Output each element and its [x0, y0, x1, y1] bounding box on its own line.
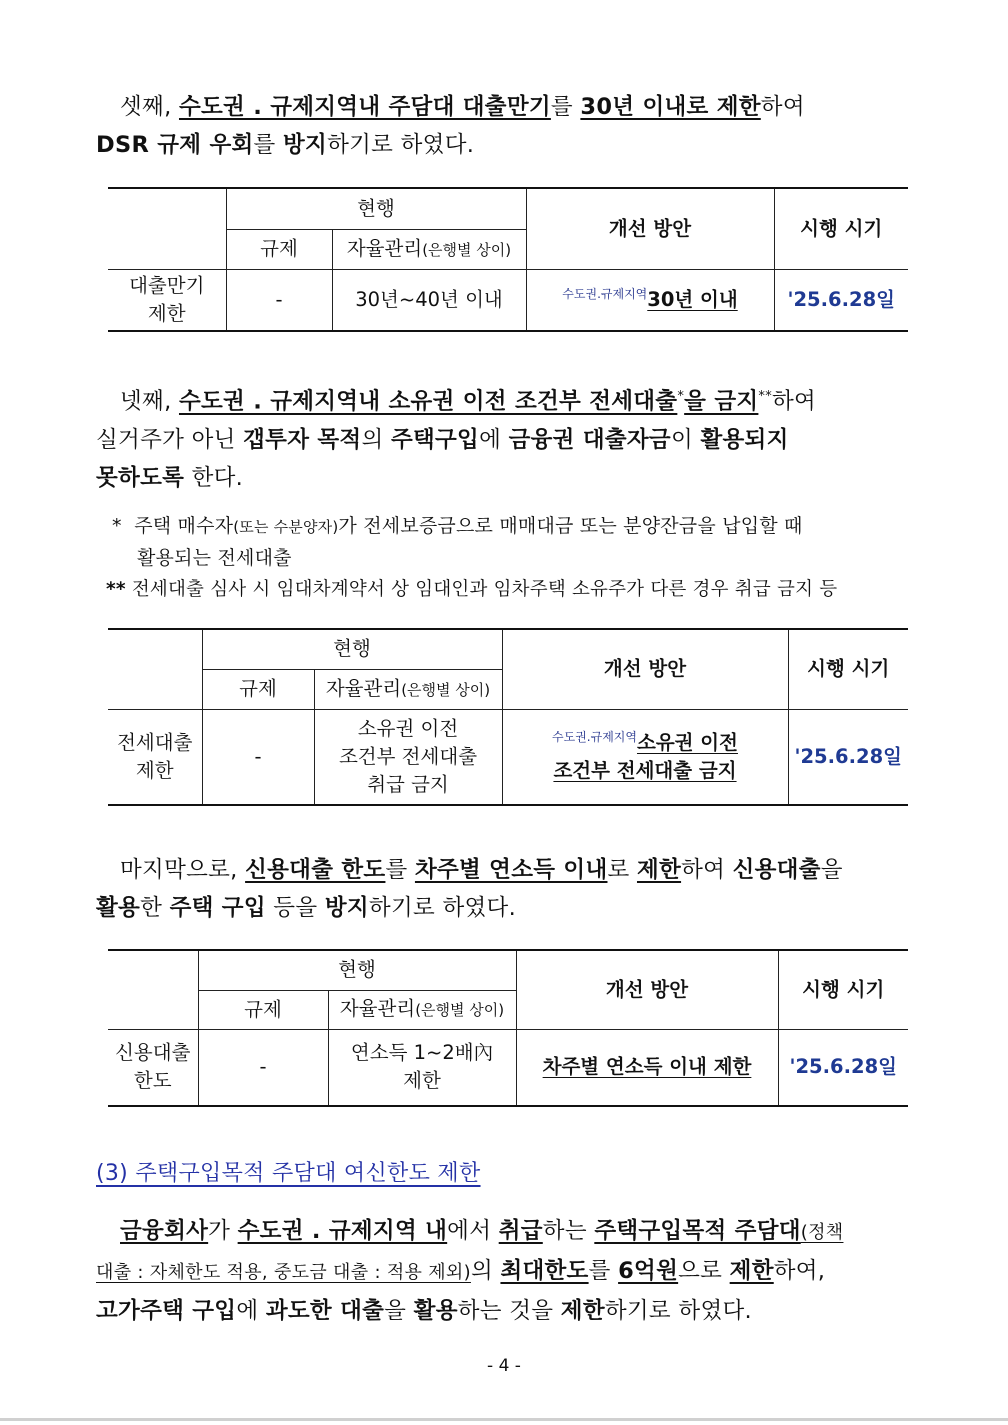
- emphasis-text: 금융권 대출자금: [508, 426, 671, 453]
- emphasis-text: 수도권 . 규제지역 내: [237, 1218, 448, 1244]
- loan-term-table: [108, 187, 908, 332]
- note-text: 대출 : 자체한도 적용, 중도금 대출 : 적용 제외): [96, 1262, 471, 1283]
- text: 하는 것을: [457, 1298, 561, 1324]
- text: 한: [140, 895, 170, 921]
- text: 의: [361, 426, 391, 453]
- emphasis-text: 금융회사: [120, 1218, 209, 1244]
- rule-cell: -: [226, 269, 332, 331]
- text: 하여: [760, 94, 805, 120]
- header-current: 현행: [202, 629, 502, 669]
- plan-cell: $^{수도권.규제지역}$30년 이내: [526, 269, 774, 331]
- header-current: 현행: [226, 188, 526, 229]
- text: 하여: [681, 857, 733, 883]
- paragraph-fourth: 넷째, 수도권 . 규제지역내 소유권 이전 조건부 전세대출*을 금지**하여 실거주가 아닌 갭투자 목적의 주택구입에 금융권 대출자금이 활용되지 못하도록 한다.: [96, 388, 817, 491]
- emphasis-text: 주택구입: [390, 426, 480, 453]
- emphasis-text: 제한: [560, 1298, 605, 1324]
- paragraph-third: [96, 88, 912, 164]
- row-label: 신용대출 한도: [108, 1029, 198, 1106]
- emphasis-text: 취급: [498, 1218, 543, 1244]
- footnote-1-cont: 활용되는 전세대출: [137, 547, 292, 569]
- text: 로: [607, 857, 637, 883]
- header-plan: 개선 방안: [516, 950, 778, 1029]
- emphasis-text: 활용: [413, 1298, 458, 1324]
- emphasis-text: 최대한도: [500, 1258, 589, 1284]
- emphasis-text: 30년 이내로 제한: [580, 94, 761, 120]
- text: 하기로 하였다.: [368, 895, 517, 921]
- emphasis-text: 제한: [729, 1258, 774, 1284]
- table-corner: [108, 950, 198, 1029]
- text: 하여,: [773, 1258, 826, 1284]
- emphasis-text: DSR 규제 우회: [96, 132, 254, 158]
- text: 를: [550, 94, 581, 120]
- emphasis-text: 을 금지: [684, 388, 759, 415]
- emphasis-text: 방지: [324, 895, 369, 921]
- emphasis-text: 수도권 . 규제지역내 주담대 대출만기: [178, 94, 551, 120]
- date-cell: '25.6.28일: [788, 709, 908, 805]
- self-management-cell: 연소득 1~2배內 제한: [328, 1029, 516, 1106]
- emphasis-text: 갭투자 목적: [243, 426, 362, 453]
- text: 를: [253, 132, 284, 158]
- text: 에: [479, 426, 509, 453]
- text: 하여: [772, 388, 817, 415]
- rule-cell: -: [202, 709, 314, 805]
- section-title: (3) 주택구입목적 주담대 여신한도 제한: [96, 1161, 481, 1186]
- emphasis-text: 차주별 연소득 이내: [414, 857, 608, 883]
- emphasis-text: 6억원: [618, 1258, 679, 1284]
- emphasis-text: 신용대출 한도: [245, 857, 386, 883]
- text: 이: [670, 426, 701, 453]
- emphasis-text: 수도권 . 규제지역내 소유권 이전 조건부 전세대출: [178, 388, 678, 415]
- table-corner: [108, 629, 202, 709]
- text: 가: [208, 1218, 238, 1244]
- header-plan: 개선 방안: [526, 188, 774, 269]
- paragraph-last: [96, 851, 912, 927]
- text: 의: [470, 1258, 501, 1284]
- plan-cell: 차주별 연소득 이내 제한: [516, 1029, 778, 1106]
- rule-cell: -: [198, 1029, 328, 1106]
- date-cell: '25.6.28일: [774, 269, 908, 331]
- text: 을: [384, 1298, 414, 1324]
- text: 하는: [542, 1218, 595, 1244]
- emphasis-text: 활용: [96, 895, 141, 921]
- date-cell: '25.6.28일: [778, 1029, 908, 1106]
- emphasis-text: 신용대출: [732, 857, 821, 883]
- text: 를: [588, 1258, 619, 1284]
- table-corner: [108, 188, 226, 269]
- text: 에서: [447, 1218, 499, 1244]
- emphasis-text: 활용되지: [700, 426, 789, 453]
- page-number: - 4 -: [487, 1356, 521, 1376]
- text: 실거주가 아닌: [96, 426, 244, 453]
- emphasis-text: 고가주택 구입: [96, 1298, 237, 1324]
- header-date: 시행 시기: [788, 629, 908, 709]
- note-text: (정책: [800, 1222, 844, 1243]
- header-rule: 규제: [202, 669, 314, 709]
- emphasis-text: 주택 구입: [169, 895, 266, 921]
- header-self-management: 자율관리(은행별 상이): [332, 229, 526, 269]
- text: 에: [236, 1298, 266, 1324]
- header-rule: 규제: [198, 990, 328, 1029]
- header-date: 시행 시기: [774, 188, 908, 269]
- text: 하기로 하였다.: [604, 1298, 752, 1324]
- plan-cell: $^{수도권.규제지역}$소유권 이전 조건부 전세대출 금지: [502, 709, 788, 805]
- page-bottom-divider: [0, 1418, 1008, 1421]
- header-self-management: 자율관리(은행별 상이): [328, 990, 516, 1029]
- header-self-management: 자율관리(은행별 상이): [314, 669, 502, 709]
- text: 으로: [678, 1258, 730, 1284]
- self-management-cell: 30년~40년 이내: [332, 269, 526, 331]
- row-label: 대출만기 제한: [108, 269, 226, 331]
- row-label: 전세대출 제한: [108, 709, 202, 805]
- emphasis-text: 못하도록: [96, 464, 185, 491]
- header-date: 시행 시기: [778, 950, 908, 1029]
- text: 넷째,: [120, 388, 179, 415]
- credit-loan-table: [108, 949, 908, 1107]
- text: 셋째,: [120, 94, 179, 120]
- text: 한다.: [184, 464, 244, 491]
- text: 마지막으로,: [120, 857, 246, 883]
- self-management-cell: 소유권 이전 조건부 전세대출 취급 금지: [314, 709, 502, 805]
- text: 를: [385, 857, 415, 883]
- paragraph-loan-limit: [96, 1212, 912, 1330]
- text: 을: [820, 857, 843, 883]
- emphasis-text: 과도한 대출: [265, 1298, 385, 1324]
- footnote-2: ** 전세대출 심사 시 임대차계약서 상 임대인과 임차주택 소유주가 다른 경우 취급 금지 등: [106, 579, 838, 600]
- header-plan: 개선 방안: [502, 629, 788, 709]
- emphasis-text: 제한: [636, 857, 682, 883]
- header-rule: 규제: [226, 229, 332, 269]
- emphasis-text: 주택구입목적 주담대: [594, 1218, 801, 1244]
- text: 등을: [265, 895, 325, 921]
- emphasis-text: 방지: [283, 132, 328, 158]
- header-current: 현행: [198, 950, 516, 990]
- text: 하기로 하였다.: [327, 132, 475, 158]
- footnote-1: * 주택 매수자(또는 수분양자)가 전세보증금으로 매매대금 또는 분양잔금을 납입할 때: [112, 515, 803, 537]
- jeonse-loan-table: [108, 628, 908, 806]
